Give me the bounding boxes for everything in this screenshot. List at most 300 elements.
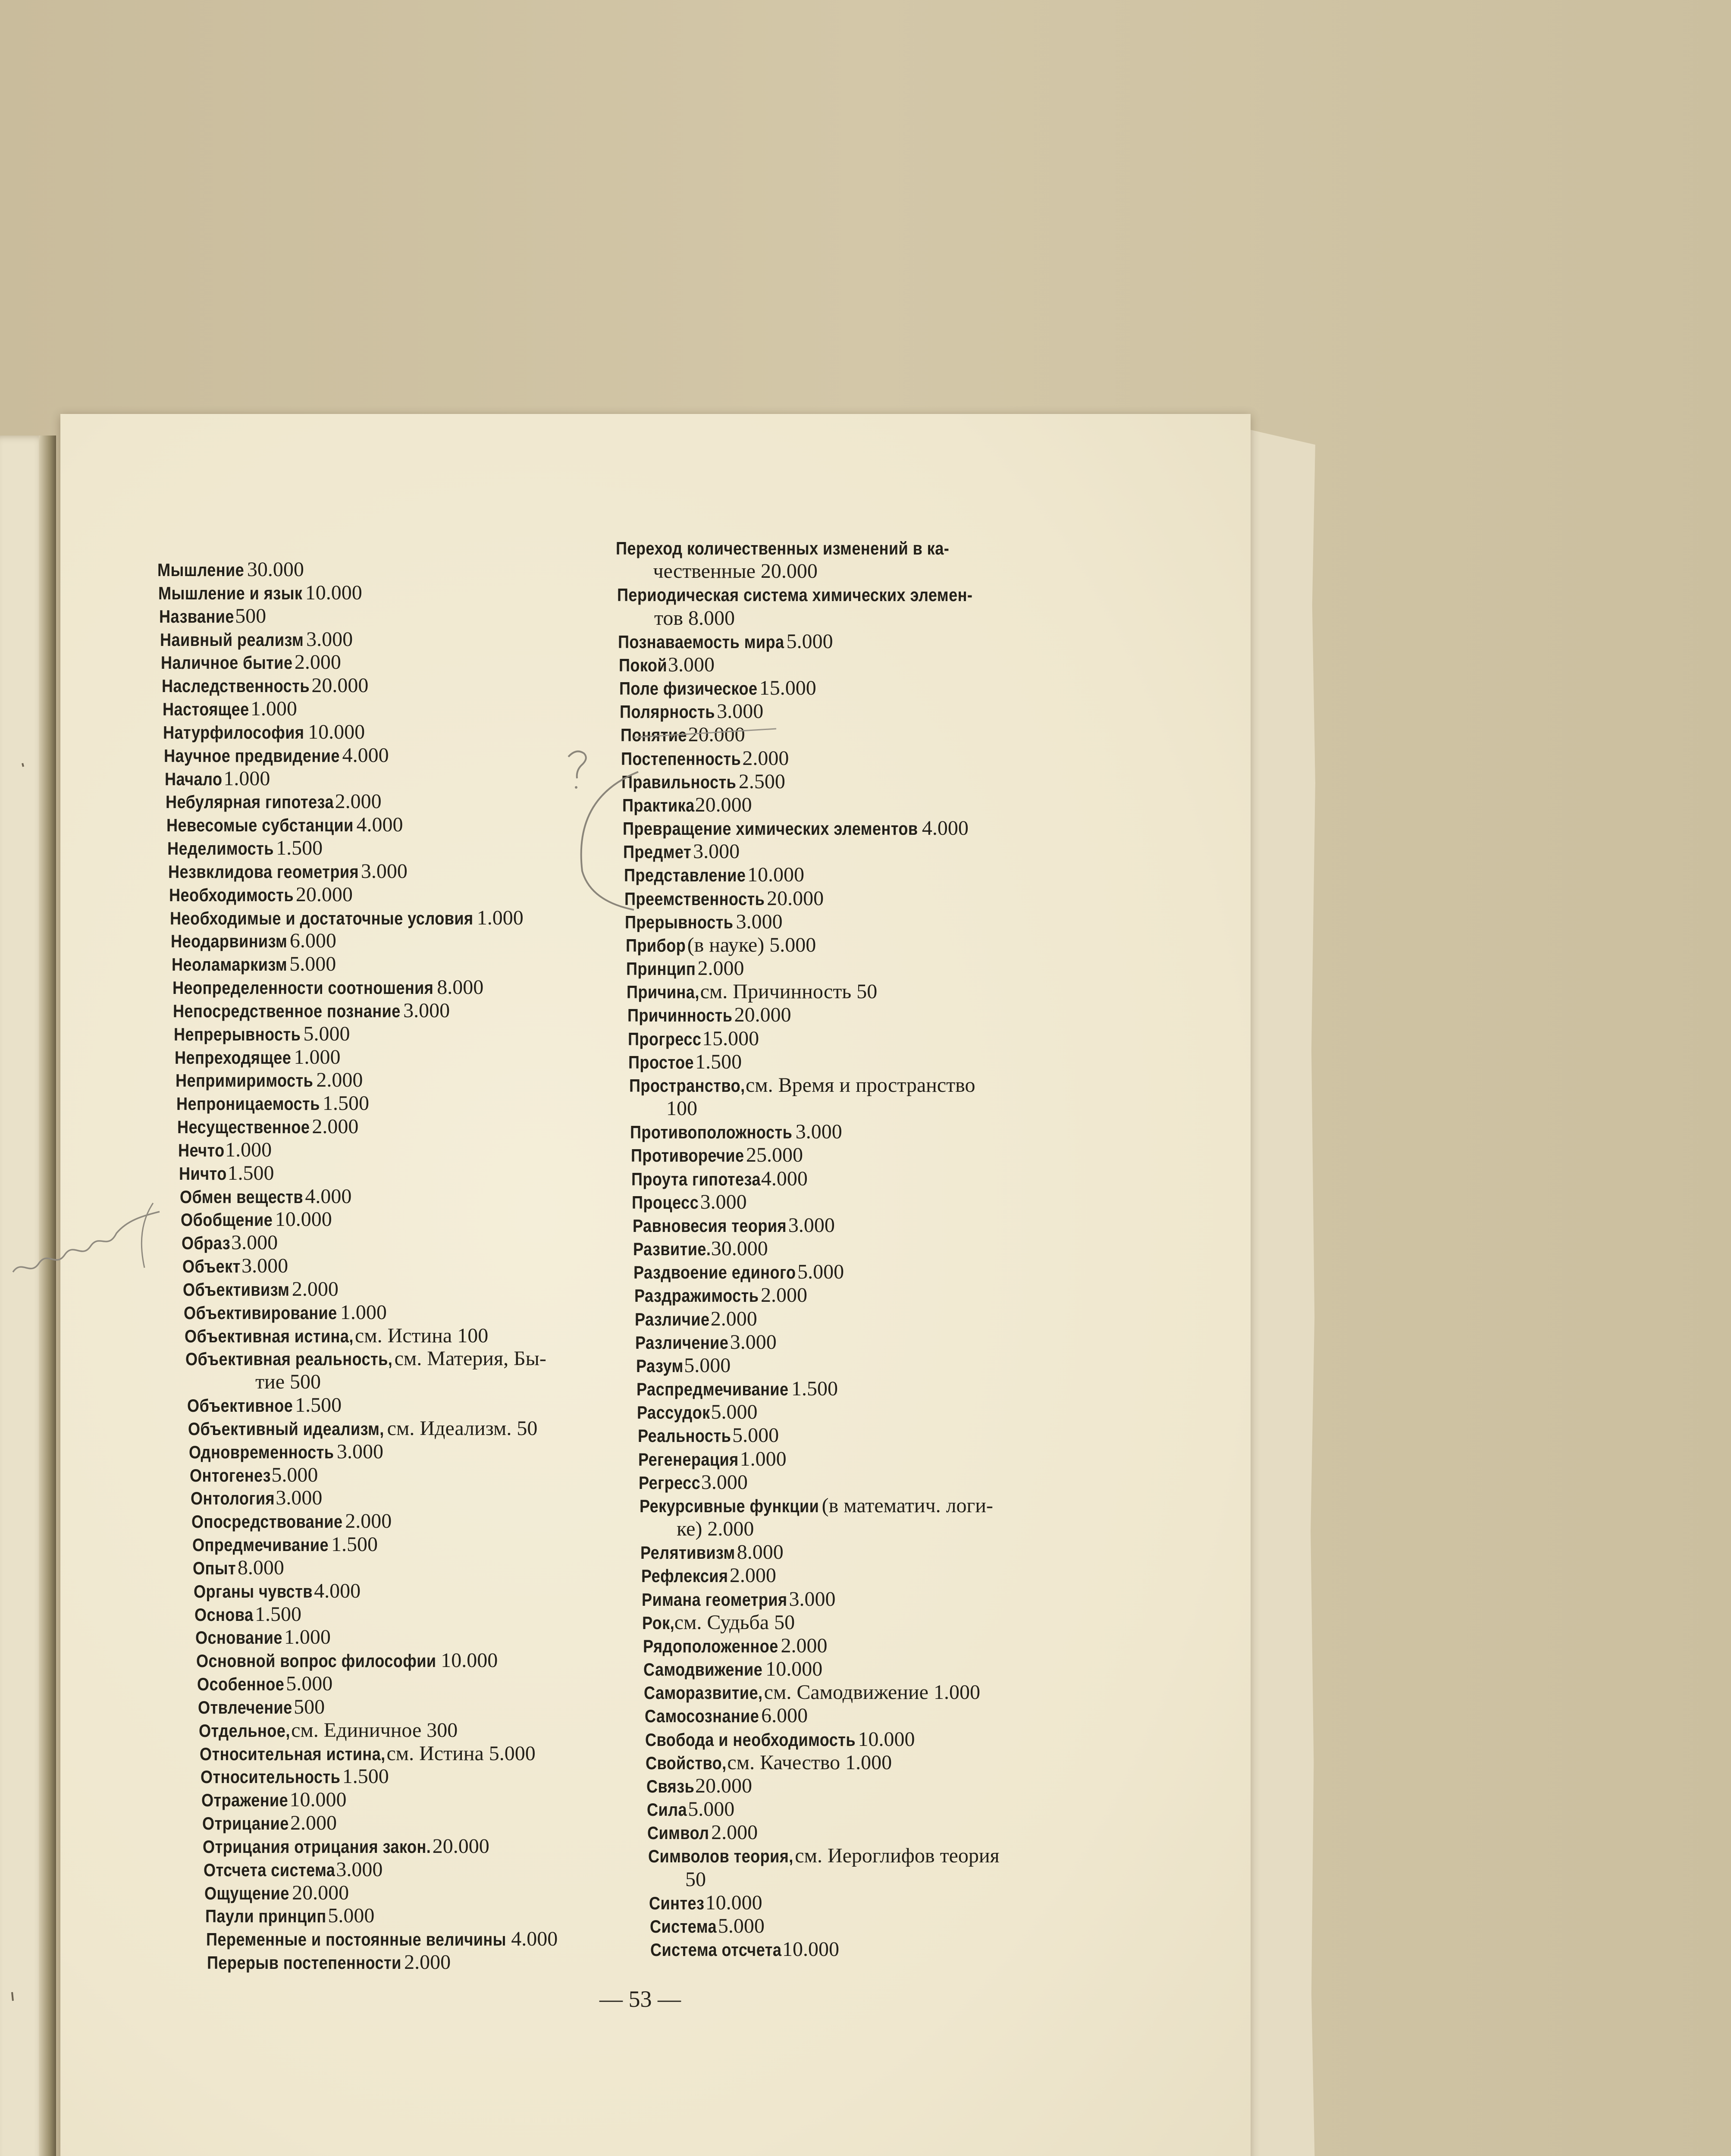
entry-detail: 2.000 [292,1277,339,1300]
index-entry-right [647,1821,758,1844]
entry-term: Периодическая система химических элемен- [617,585,972,605]
index-entry-right [637,1378,838,1401]
index-entry-right [645,1728,915,1751]
entry-term: Предмет [623,842,692,862]
index-entry-left [183,1278,338,1301]
entry-term: Объект [182,1256,241,1276]
entry-detail: 1.000 [250,697,297,720]
entry-detail: 5.000 [684,1354,731,1377]
entry-term: Релятивизм [640,1542,736,1563]
index-entry-right [628,1051,742,1074]
entry-term: Отражение [201,1790,288,1811]
entry-detail: 10.000 [765,1658,823,1680]
entry-detail: 2.000 [697,957,744,980]
entry-detail: 20.000 [292,1881,349,1904]
entry-term: Онтология [190,1488,275,1509]
entry-detail: 8.000 [237,1556,284,1579]
index-entry-right [618,630,833,653]
entry-detail: 1.000 [223,767,270,790]
entry-detail: 6.000 [761,1704,808,1727]
index-entry-right [647,1798,734,1821]
entry-detail: 20.000 [688,723,745,746]
entry-detail: 1.000 [284,1626,331,1649]
entry-detail: 5.000 [271,1463,318,1486]
index-entry-right [624,864,804,887]
index-entry-right [619,677,816,700]
index-entry-right [641,1564,776,1587]
index-entry-left [171,930,336,953]
entry-detail: 10.000 [782,1938,839,1961]
entry-detail: см. Истина 100 [354,1324,489,1347]
entry-term: Мышление и язык [158,583,303,603]
index-entry-left [205,1905,374,1927]
index-entry-left [158,582,362,605]
index-entry-left [176,1092,369,1115]
entry-detail: 2.000 [781,1634,828,1657]
entry-term: Перерыв постепенности [207,1952,401,1973]
index-entry-right [626,957,744,980]
index-entry-left [160,628,353,651]
entry-term: Непосредственное познание [173,1000,401,1021]
entry-term: Небулярная гипотеза [166,792,334,812]
entry-detail: 8.000 [437,976,484,999]
entry-detail: 20.000 [311,674,369,697]
entry-term: Настоящее [162,699,249,719]
entry-term: Символ [647,1823,709,1843]
entry-detail: см. Материя, Бы- [394,1347,546,1370]
entry-detail: 2.000 [335,790,382,813]
entry-detail: 1.500 [295,1394,342,1416]
entry-term: Принцип [626,959,696,979]
entry-term: Превращение химических элементов [623,818,918,839]
entry-term: Связь [646,1776,694,1796]
entry-term: Образ [181,1233,230,1253]
entry-detail: 5.000 [328,1904,375,1927]
entry-detail: 4.000 [314,1579,361,1602]
index-entry-right [622,794,752,817]
index-entry-right [638,1424,779,1447]
index-entry-right [625,911,782,934]
entry-detail: 3.000 [700,1190,747,1213]
entry-detail: см. Самодвижение 1.000 [764,1681,980,1704]
entry-term: Покой [618,655,667,675]
entry-detail: 2.000 [316,1069,363,1092]
entry-term: Переход количественных изменений в ка- [616,538,950,558]
entry-term: Система [649,1916,717,1937]
entry-term: Разум [636,1355,684,1376]
entry-detail: 2.500 [738,770,785,793]
entry-detail: 3.000 [795,1120,842,1144]
index-entry-left [255,1371,321,1393]
entry-detail: 1.000 [294,1045,341,1069]
index-entry-left [202,1812,337,1835]
entry-term: Объективное [187,1395,293,1416]
index-entry-right [633,1214,835,1237]
index-entry-left [196,1649,498,1672]
entry-detail: 3.000 [789,1587,836,1611]
entry-term: Обмен веществ [179,1186,303,1207]
index-entry-left [191,1510,392,1533]
entry-detail: 1.500 [254,1602,301,1626]
index-entry-left [185,1348,546,1370]
index-entry-right [627,981,877,1003]
index-entry-left [172,976,484,999]
entry-term: Объективирование [184,1302,337,1323]
index-entry-left [169,884,353,906]
entry-detail: 2.000 [729,1564,776,1587]
entry-term: Объективная реальность, [185,1349,393,1369]
entry-term: Преемственность [624,888,765,909]
entry-detail: 5.000 [688,1798,735,1821]
entry-term: Наследственность [161,676,310,696]
entry-detail: 2.000 [294,651,341,674]
index-entry-left [203,1835,489,1858]
index-entry-right [633,1238,768,1260]
entry-detail: 1.500 [227,1161,274,1185]
index-entry-left [163,721,365,744]
entry-term: Саморазвитие, [644,1683,763,1703]
entry-detail: чественные 20.000 [653,560,818,583]
index-entry-right [623,817,969,840]
entry-term: Распредмечивание [637,1379,789,1399]
entry-detail: 1.500 [342,1765,389,1788]
index-entry-right [633,1261,844,1284]
entry-detail: 500 [235,604,267,627]
index-entry-right [630,1121,842,1144]
index-entry-left [159,605,266,628]
entry-detail: 2.000 [761,1284,807,1307]
entry-term: Различие [635,1309,710,1329]
entry-term: Рок, [642,1612,675,1633]
index-entry-left [165,768,270,790]
index-entry-right [617,583,1031,606]
index-entry-left [194,1580,361,1603]
entry-term: Нечто [178,1140,225,1160]
entry-term: Причина, [627,982,700,1003]
index-entry-left [166,814,403,837]
entry-detail: 10.000 [441,1649,498,1672]
index-entry-right [629,1074,975,1097]
entry-detail: 3.000 [693,840,740,863]
entry-term: Противоречие [630,1145,744,1166]
index-entry-left [182,1232,278,1254]
index-entry-right [677,1518,754,1540]
index-entry-left [177,1116,358,1138]
entry-term: Понятие [620,725,687,746]
index-entry-right [616,537,1003,560]
entry-detail: 5.000 [732,1424,779,1447]
entry-term: Система отсчета [650,1940,782,1960]
entry-detail: 10.000 [305,581,362,604]
entry-term: Относительная истина, [199,1743,386,1764]
entry-term: Объективная истина, [185,1326,354,1346]
entry-term: Онтогенез [189,1465,271,1485]
entry-term: Объективизм [183,1279,290,1300]
entry-term: Пространство, [629,1075,745,1096]
entry-term: Невесомые субстанции [166,815,354,836]
index-entry-left [184,1301,387,1324]
entry-term: Незвклидова геометрия [168,861,359,882]
entry-detail: см. Качество 1.000 [727,1751,892,1774]
entry-detail: 30.000 [247,558,304,581]
entry-detail: 3.000 [730,1330,777,1354]
index-entry-left [200,1742,536,1765]
entry-term: Отрицание [202,1813,289,1833]
entry-term: Причинность [627,1005,732,1026]
entry-detail: 3.000 [276,1486,323,1510]
index-entry-left [174,1023,350,1046]
index-entry-left [190,1464,318,1487]
entry-detail: см. Причинность 50 [700,980,878,1003]
entry-term: Опыт [193,1557,236,1578]
entry-detail: 6.000 [289,929,336,953]
entry-term: Отсчета система [204,1859,336,1880]
index-entry-left [185,1325,488,1348]
index-entry-left [197,1673,332,1695]
entry-detail: 3.000 [336,1858,383,1881]
entry-term: Неделимость [167,838,274,859]
index-entry-right [636,1354,731,1377]
entry-term: Переменные и постоянные величины [206,1929,506,1950]
page-number: — 53 — [599,1986,681,2012]
index-entry-right [649,1892,762,1915]
entry-detail: 2.000 [312,1115,359,1138]
entry-term: Рассудок [637,1402,710,1423]
entry-detail: 20.000 [695,1774,752,1797]
index-entry-right [648,1845,1000,1868]
entry-term: Непреходящее [175,1047,292,1068]
entry-term: Наивный реализм [160,629,304,650]
entry-detail: 3.000 [231,1231,278,1254]
entry-detail: 1.500 [695,1050,742,1073]
index-entry-right [643,1658,822,1681]
entry-term: Основа [194,1604,254,1625]
entry-term: Несущественное [177,1117,310,1137]
entry-term: Обобщение [180,1210,273,1230]
entry-detail: 3.000 [701,1470,748,1494]
entry-detail: 8.000 [737,1541,784,1564]
entry-term: Ощущение [204,1883,290,1903]
entry-detail: 1.500 [276,837,323,859]
entry-detail: 2.000 [345,1510,392,1533]
entry-detail: 3.000 [306,627,353,651]
entry-detail: 10.000 [705,1891,762,1914]
index-entry-right [639,1471,748,1494]
entry-detail: 1.000 [340,1300,387,1324]
entry-detail: 10.000 [289,1788,347,1811]
entry-detail: 5.000 [286,1672,333,1695]
index-entry-right [634,1284,807,1307]
entry-term: Органы чувств [194,1581,313,1601]
entry-detail: 100 [666,1097,697,1120]
entry-term: Прерывность [625,912,734,932]
entry-term: Необходимость [169,884,294,905]
index-entry-right [637,1401,757,1424]
entry-detail: см. Время и пространство [745,1073,975,1097]
index-entry-left [191,1487,323,1510]
index-entry-left [166,790,381,813]
entry-term: Проута гипотеза [631,1169,761,1189]
entry-term: Процесс [632,1192,699,1213]
entry-detail: 3.000 [241,1254,288,1277]
entry-term: Отвлечение [198,1697,292,1717]
index-entry-right [638,1448,787,1471]
entry-term: Прогресс [628,1028,702,1049]
index-entry-right [621,724,745,746]
entry-detail: 50 [685,1868,706,1891]
entry-detail: 2.000 [710,1307,757,1330]
entry-term: Мышление [157,560,245,580]
entry-term: Равновесия теория [632,1215,787,1236]
entry-term: Развитие. [633,1239,711,1259]
index-entry-left [157,558,304,581]
index-entry-right [642,1611,795,1634]
index-entry-left [204,1858,383,1881]
entry-detail: 5.000 [303,1022,350,1045]
entry-detail: 1.500 [331,1533,378,1556]
entry-term: Паули принцип [205,1906,326,1927]
entry-term: Противоположность [630,1122,793,1143]
entry-term: Прибор [625,935,686,956]
entry-detail: (в математич. логи- [822,1494,993,1517]
entry-term: Отрицания отрицания закон. [203,1836,431,1857]
entry-detail: 2.000 [711,1821,758,1844]
entry-term: Объективный идеализм, [188,1418,384,1439]
entry-detail: 10.000 [858,1727,915,1751]
index-entry-left [188,1417,537,1440]
index-entry-left [168,860,408,883]
entry-detail: ке) 2.000 [677,1517,754,1540]
index-entry-right [646,1752,892,1774]
index-entry-right [619,654,715,677]
entry-term: Различение [635,1332,729,1353]
index-entry-right [624,887,824,910]
index-entry-left [187,1394,342,1417]
entry-term: Относительность [200,1767,340,1787]
index-entry-left [189,1441,383,1463]
index-entry-right [646,1775,752,1798]
entry-term: Непрерывность [174,1024,301,1044]
entry-term: Синтез [649,1893,705,1913]
entry-detail: 5.000 [711,1401,758,1424]
index-entry-right [635,1308,757,1331]
entry-detail: см. Судьба 50 [674,1611,795,1634]
entry-detail: 10.000 [275,1208,332,1231]
entry-detail: 10.000 [747,863,805,887]
index-entry-right [620,700,763,723]
index-entry-right [666,1097,697,1120]
index-entry-left [162,674,369,697]
entry-detail: 1.000 [740,1447,787,1470]
entry-detail: 30.000 [711,1237,768,1260]
entry-term: Натурфилософия [163,722,304,743]
entry-term: Простое [628,1052,694,1072]
index-entry-left [178,1139,272,1162]
index-entry-left [198,1696,325,1719]
index-entry-right [644,1681,980,1704]
entry-detail: 20.000 [767,887,824,910]
index-entry-left [193,1557,284,1579]
entry-term: Непримиримость [176,1070,314,1091]
index-entry-left [207,1951,451,1974]
index-entry-right [650,1938,839,1961]
index-entry-right [643,1635,828,1658]
index-entry-left [173,1000,450,1022]
index-entry-left [180,1185,352,1208]
entry-detail: 1.000 [225,1138,272,1161]
index-entry-right [623,840,740,863]
entry-detail: 10.000 [308,720,365,743]
entry-detail: 20.000 [734,1003,791,1027]
index-entry-right [653,560,818,583]
entry-term: Одновременность [188,1442,334,1462]
index-entry-left [176,1069,363,1092]
entry-detail: тов 8.000 [654,606,735,630]
entry-term: Необходимые и достаточные условия [169,908,474,928]
index-entry-left [182,1255,288,1278]
entry-detail: 4.000 [342,743,389,767]
entry-term: Наличное бытие [160,652,293,673]
entry-term: Непроницаемость [176,1094,320,1114]
entry-term: Познаваемость мира [618,631,784,652]
entry-detail: 5.000 [786,630,833,653]
index-entry-right [640,1541,783,1564]
entry-detail: 2.000 [290,1811,337,1834]
entry-term: Неоламаркизм [171,954,287,975]
entry-detail: 1.500 [791,1377,838,1400]
entry-detail: 25.000 [746,1144,803,1167]
entry-term: Рефлексия [641,1566,728,1586]
index-entry-left [164,744,389,767]
entry-term: Практика [622,795,695,815]
entry-detail: 3.000 [361,859,408,883]
entry-term: Ничто [179,1163,227,1184]
entry-detail: см. Идеализм. 50 [387,1416,538,1440]
entry-detail: 5.000 [718,1914,765,1937]
entry-detail: 3.000 [788,1213,835,1237]
index-entry-left [192,1533,378,1556]
entry-term: Реальность [637,1426,731,1446]
entry-term: Основной вопрос философии [196,1651,436,1671]
index-entry-left [163,698,297,721]
entry-term: Самосознание [644,1706,759,1727]
index-entry-left [199,1719,458,1742]
entry-term: Название [159,606,234,627]
entry-detail: 3.000 [736,910,783,933]
entry-term: Раздвоение единого [633,1262,796,1283]
entry-term: Поле физическое [619,678,758,699]
index-entry-right [642,1588,835,1611]
entry-term: Полярность [620,702,715,722]
entry-detail: 20.000 [295,883,353,906]
entry-term: Опосредствование [191,1511,343,1532]
index-entry-right [685,1868,706,1891]
index-entry-right [632,1191,746,1214]
index-entry-right [650,1915,765,1938]
index-entry-left [170,907,524,930]
entry-detail: 5.000 [289,953,336,976]
entry-term: Свойство, [646,1752,727,1773]
entry-detail: 3.000 [336,1440,383,1463]
index-entry-left [181,1208,332,1231]
entry-term: Неодарвинизм [170,931,287,952]
index-entry-right [621,747,789,770]
entry-detail: 3.000 [717,700,764,723]
entry-term: Неопределенности соотношения [172,978,433,998]
entry-detail: 2.000 [404,1951,451,1974]
index-entry-right [645,1705,808,1727]
entry-detail: 4.000 [922,817,969,840]
